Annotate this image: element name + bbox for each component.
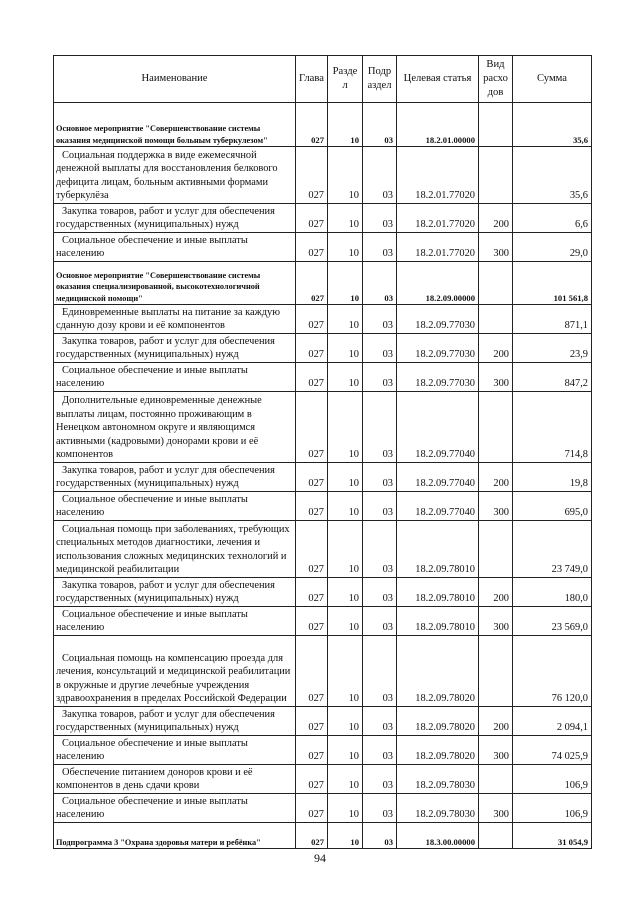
table-cell-vid <box>479 823 513 849</box>
table-cell-name: Основное мероприятие "Совершенствование системы оказания медицинской помощи больным туберкулезом" <box>54 103 296 147</box>
table-cell-glava: 027 <box>296 823 328 849</box>
table-cell-razdel: 10 <box>328 765 363 794</box>
table-cell-sum: 23 749,0 <box>513 521 592 578</box>
table-cell-vid <box>479 765 513 794</box>
table-cell-name: Социальное обеспечение и иные выплаты населению <box>54 794 296 823</box>
table-row <box>54 334 592 363</box>
table-cell-podrazdel: 03 <box>363 794 397 823</box>
col-header-sum: Сумма <box>513 56 592 103</box>
table-row <box>54 204 592 233</box>
table-row <box>54 492 592 521</box>
table-cell-sum: 29,0 <box>513 233 592 262</box>
table-row <box>54 765 592 794</box>
table-cell-razdel: 10 <box>328 578 363 607</box>
table-cell-target: 18.2.09.77040 <box>397 492 479 521</box>
table-cell-name: Закупка товаров, работ и услуг для обеспечения государственных (муниципальных) нужд <box>54 707 296 736</box>
table-cell-target: 18.2.01.77020 <box>397 233 479 262</box>
table-cell-podrazdel: 03 <box>363 765 397 794</box>
table-cell-name: Социальное обеспечение и иные выплаты населению <box>54 736 296 765</box>
table-cell-vid <box>479 392 513 463</box>
table-cell-razdel: 10 <box>328 823 363 849</box>
table-cell-sum: 74 025,9 <box>513 736 592 765</box>
table-cell-podrazdel: 03 <box>363 607 397 636</box>
table-row <box>54 823 592 849</box>
table-cell-sum: 871,1 <box>513 305 592 334</box>
table-cell-name: Социальная помощь на компенсацию проезда для лечения, консультаций и медицинской реабилитации в окружные и другие лечебные учреждения здравоохранения в пределах Российской Федерации <box>54 636 296 707</box>
table-cell-razdel: 10 <box>328 204 363 233</box>
table-cell-vid <box>479 103 513 147</box>
table-cell-name: Социальное обеспечение и иные выплаты населению <box>54 492 296 521</box>
table-cell-razdel: 10 <box>328 492 363 521</box>
table-cell-vid: 200 <box>479 204 513 233</box>
table-cell-razdel: 10 <box>328 334 363 363</box>
col-header-podrazdel: Подр аздел <box>363 56 397 103</box>
table-cell-podrazdel: 03 <box>363 233 397 262</box>
table-cell-glava: 027 <box>296 736 328 765</box>
table-cell-target: 18.2.09.77030 <box>397 334 479 363</box>
table-row <box>54 636 592 707</box>
table-row <box>54 233 592 262</box>
table-row <box>54 794 592 823</box>
table-row <box>54 363 592 392</box>
table-cell-razdel: 10 <box>328 521 363 578</box>
table-cell-sum: 23,9 <box>513 334 592 363</box>
table-cell-sum: 31 054,9 <box>513 823 592 849</box>
table-cell-glava: 027 <box>296 147 328 204</box>
table-cell-razdel: 10 <box>328 707 363 736</box>
table-cell-razdel: 10 <box>328 736 363 765</box>
table-cell-podrazdel: 03 <box>363 363 397 392</box>
table-cell-podrazdel: 03 <box>363 147 397 204</box>
table-cell-name: Социальное обеспечение и иные выплаты населению <box>54 233 296 262</box>
table-cell-podrazdel: 03 <box>363 736 397 765</box>
table-cell-glava: 027 <box>296 765 328 794</box>
table-cell-podrazdel: 03 <box>363 204 397 233</box>
table-cell-glava: 027 <box>296 334 328 363</box>
table-cell-target: 18.2.01.77020 <box>397 147 479 204</box>
table-row <box>54 103 592 147</box>
table-cell-razdel: 10 <box>328 463 363 492</box>
table-cell-sum: 23 569,0 <box>513 607 592 636</box>
col-header-name: Наименование <box>54 56 296 103</box>
table-cell-target: 18.2.01.77020 <box>397 204 479 233</box>
table-cell-target: 18.2.09.00000 <box>397 262 479 305</box>
table-cell-vid <box>479 636 513 707</box>
table-cell-glava: 027 <box>296 305 328 334</box>
table-cell-sum: 180,0 <box>513 578 592 607</box>
table-cell-glava: 027 <box>296 262 328 305</box>
table-cell-target: 18.2.09.78010 <box>397 578 479 607</box>
table-cell-podrazdel: 03 <box>363 521 397 578</box>
table-cell-sum: 847,2 <box>513 363 592 392</box>
table-cell-target: 18.2.01.00000 <box>397 103 479 147</box>
col-header-target: Целевая статья <box>397 56 479 103</box>
table-cell-razdel: 10 <box>328 794 363 823</box>
table-cell-target: 18.2.09.78030 <box>397 794 479 823</box>
col-header-razdel: Разде л <box>328 56 363 103</box>
table-row <box>54 262 592 305</box>
table-cell-vid: 200 <box>479 707 513 736</box>
table-cell-glava: 027 <box>296 492 328 521</box>
table-cell-razdel: 10 <box>328 147 363 204</box>
table-cell-razdel: 10 <box>328 607 363 636</box>
table-cell-glava: 027 <box>296 363 328 392</box>
table-row <box>54 305 592 334</box>
table-cell-sum: 35,6 <box>513 103 592 147</box>
table-cell-glava: 027 <box>296 521 328 578</box>
table-cell-razdel: 10 <box>328 392 363 463</box>
table-cell-name: Основное мероприятие "Совершенствование системы оказания специализированной, высокотехнологичной медицинской помощи" <box>54 262 296 305</box>
table-cell-name: Социальная поддержка в виде ежемесячной денежной выплаты для восстановления белкового дефицита лицам, больным активными формами туберкулёза <box>54 147 296 204</box>
table-cell-name: Социальная помощь при заболеваниях, требующих специальных методов диагностики, лечения и использования сложных медицинских технологий и медицинской реабилитации <box>54 521 296 578</box>
table-cell-glava: 027 <box>296 204 328 233</box>
table-cell-sum: 2 094,1 <box>513 707 592 736</box>
table-cell-vid: 300 <box>479 794 513 823</box>
table-cell-podrazdel: 03 <box>363 334 397 363</box>
table-cell-name: Закупка товаров, работ и услуг для обеспечения государственных (муниципальных) нужд <box>54 334 296 363</box>
table-cell-razdel: 10 <box>328 262 363 305</box>
table-cell-podrazdel: 03 <box>363 392 397 463</box>
table-cell-glava: 027 <box>296 794 328 823</box>
table-cell-target: 18.2.09.78010 <box>397 521 479 578</box>
table-cell-sum: 35,6 <box>513 147 592 204</box>
table-cell-vid: 300 <box>479 607 513 636</box>
table-cell-razdel: 10 <box>328 305 363 334</box>
table-cell-sum: 76 120,0 <box>513 636 592 707</box>
table-cell-target: 18.2.09.77040 <box>397 463 479 492</box>
table-cell-vid <box>479 305 513 334</box>
table-row <box>54 463 592 492</box>
table-cell-podrazdel: 03 <box>363 578 397 607</box>
table-row <box>54 736 592 765</box>
table-cell-name: Закупка товаров, работ и услуг для обеспечения государственных (муниципальных) нужд <box>54 204 296 233</box>
table-cell-target: 18.3.00.00000 <box>397 823 479 849</box>
table-cell-target: 18.2.09.78010 <box>397 607 479 636</box>
table-cell-podrazdel: 03 <box>363 305 397 334</box>
table-cell-sum: 695,0 <box>513 492 592 521</box>
table-cell-name: Закупка товаров, работ и услуг для обеспечения государственных (муниципальных) нужд <box>54 463 296 492</box>
page-number: 94 <box>314 851 326 865</box>
table-cell-sum: 106,9 <box>513 794 592 823</box>
table-cell-glava: 027 <box>296 103 328 147</box>
table-cell-razdel: 10 <box>328 103 363 147</box>
table-cell-name: Закупка товаров, работ и услуг для обеспечения государственных (муниципальных) нужд <box>54 578 296 607</box>
table-cell-podrazdel: 03 <box>363 707 397 736</box>
table-cell-target: 18.2.09.77030 <box>397 305 479 334</box>
table-cell-sum: 101 561,8 <box>513 262 592 305</box>
table-row <box>54 607 592 636</box>
table-header-row <box>54 56 592 103</box>
table-row <box>54 147 592 204</box>
table-cell-glava: 027 <box>296 607 328 636</box>
table-cell-vid <box>479 147 513 204</box>
table-row <box>54 392 592 463</box>
table-cell-vid: 300 <box>479 492 513 521</box>
table-cell-target: 18.2.09.78030 <box>397 765 479 794</box>
table-cell-glava: 027 <box>296 463 328 492</box>
table-cell-podrazdel: 03 <box>363 636 397 707</box>
table-cell-podrazdel: 03 <box>363 262 397 305</box>
table-cell-target: 18.2.09.77030 <box>397 363 479 392</box>
table-cell-target: 18.2.09.78020 <box>397 636 479 707</box>
table-cell-sum: 714,8 <box>513 392 592 463</box>
table-cell-sum: 106,9 <box>513 765 592 794</box>
table-row <box>54 707 592 736</box>
table-row <box>54 578 592 607</box>
table-cell-vid: 200 <box>479 463 513 492</box>
table-cell-razdel: 10 <box>328 636 363 707</box>
col-header-glava: Глава <box>296 56 328 103</box>
table-cell-vid: 300 <box>479 233 513 262</box>
table-cell-target: 18.2.09.77040 <box>397 392 479 463</box>
table-cell-target: 18.2.09.78020 <box>397 707 479 736</box>
table-cell-vid <box>479 262 513 305</box>
table-cell-glava: 027 <box>296 392 328 463</box>
table-cell-target: 18.2.09.78020 <box>397 736 479 765</box>
table-cell-glava: 027 <box>296 578 328 607</box>
table-cell-podrazdel: 03 <box>363 492 397 521</box>
table-cell-sum: 19,8 <box>513 463 592 492</box>
table-cell-razdel: 10 <box>328 363 363 392</box>
table-cell-name: Подпрограмма 3 "Охрана здоровья матери и ребёнка" <box>54 823 296 849</box>
table-cell-name: Обеспечение питанием доноров крови и её компонентов в день сдачи крови <box>54 765 296 794</box>
table-cell-podrazdel: 03 <box>363 463 397 492</box>
table-row <box>54 521 592 578</box>
table-cell-podrazdel: 03 <box>363 823 397 849</box>
table-cell-glava: 027 <box>296 636 328 707</box>
table-cell-name: Единовременные выплаты на питание за каждую сданную дозу крови и её компонентов <box>54 305 296 334</box>
col-header-vid: Вид расхо дов <box>479 56 513 103</box>
table-cell-glava: 027 <box>296 233 328 262</box>
table-cell-name: Социальное обеспечение и иные выплаты населению <box>54 363 296 392</box>
table-cell-sum: 6,6 <box>513 204 592 233</box>
budget-table <box>53 55 592 849</box>
table-cell-name: Дополнительные единовременные денежные выплаты лицам, постоянно проживающим в Ненецком автономном округе и являющимся активными (кадровыми) донорами крови и её компонентов <box>54 392 296 463</box>
table-cell-razdel: 10 <box>328 233 363 262</box>
table-cell-vid: 200 <box>479 334 513 363</box>
table-cell-glava: 027 <box>296 707 328 736</box>
table-cell-name: Социальное обеспечение и иные выплаты населению <box>54 607 296 636</box>
table-cell-vid <box>479 521 513 578</box>
table-cell-vid: 200 <box>479 578 513 607</box>
table-cell-vid: 300 <box>479 363 513 392</box>
table-cell-vid: 300 <box>479 736 513 765</box>
table-cell-podrazdel: 03 <box>363 103 397 147</box>
